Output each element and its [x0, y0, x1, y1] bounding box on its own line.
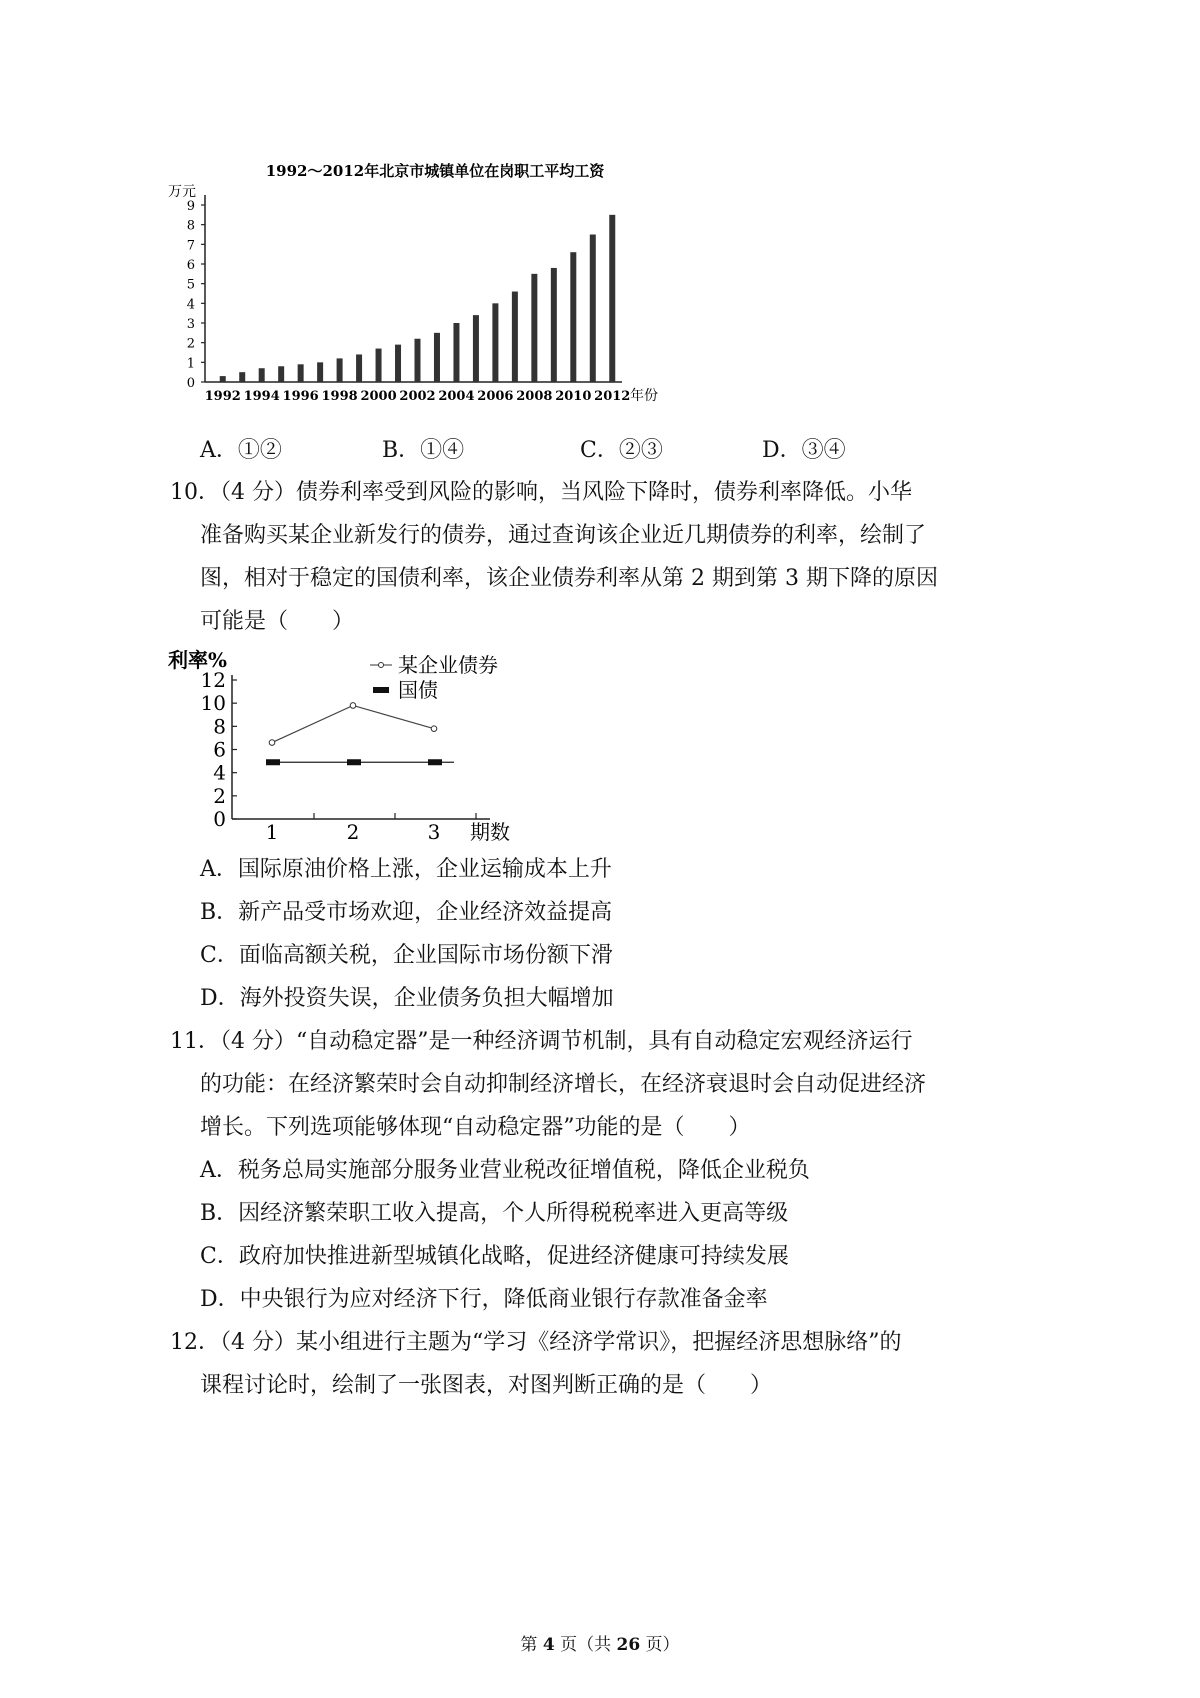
y-tick-label: 0: [186, 376, 195, 391]
q9-option-c[interactable]: C．②③: [580, 438, 663, 463]
x-tick-label: 2002: [399, 389, 436, 404]
bar-2004: [453, 323, 459, 382]
y-tick-label: 8: [213, 714, 226, 739]
q11-line-2: 的功能：在经济繁荣时会自动抑制经济增长，在经济衰退时会自动促进经济: [200, 1072, 927, 1097]
q11-line-1: 11．（4 分）“自动稳定器”是一种经济调节机制，具有自动稳定宏观经济运行: [170, 1029, 913, 1054]
q9-option-d[interactable]: D．③④: [762, 438, 846, 463]
x-tick-label: 2000: [360, 389, 397, 404]
treasury-point: [266, 759, 280, 765]
x-tick-label: 1992: [204, 389, 241, 404]
bar-1992: [220, 376, 226, 382]
legend-marker-corporate: [379, 663, 384, 668]
x-tick-label: 1: [265, 820, 279, 844]
x-tick-label: 2: [346, 820, 360, 844]
y-axis-label: 万元: [168, 184, 196, 200]
bar-1998: [337, 358, 343, 382]
bar-1995: [278, 366, 284, 382]
x-tick-label: 3: [427, 820, 441, 844]
y-tick-label: 10: [200, 691, 226, 716]
legend: [370, 653, 498, 702]
page-total: 26: [616, 1635, 641, 1655]
q10-option-a[interactable]: A．国际原油价格上涨，企业运输成本上升: [200, 857, 612, 882]
treasury-point: [347, 759, 361, 765]
y-tick-label: 6: [213, 737, 226, 762]
y-tick-label: 4: [213, 760, 226, 785]
legend-label-corporate: 某企业债券: [398, 653, 498, 677]
x-tick-label: 2010: [555, 389, 592, 404]
page-footer: 第 4 页（共 26 页）: [520, 1635, 680, 1655]
x-axis-label: 期数: [470, 820, 510, 844]
y-tick-label: 4: [186, 297, 195, 313]
corporate-bond-line: [272, 705, 434, 742]
y-tick-label: 1: [186, 356, 195, 372]
legend-marker-treasury: [373, 687, 389, 693]
bar-2005: [473, 315, 479, 382]
q11-option-c[interactable]: C．政府加快推进新型城镇化战略，促进经济健康可持续发展: [200, 1244, 789, 1269]
q10-option-b[interactable]: B．新产品受市场欢迎，企业经济效益提高: [200, 900, 613, 925]
legend-label-treasury: 国债: [398, 678, 438, 702]
q9-option-b[interactable]: B．①④: [382, 438, 465, 463]
q12-line-2: 课程讨论时，绘制了一张图表，对图判断正确的是（ ）: [200, 1373, 773, 1398]
y-tick-label: 3: [186, 317, 195, 332]
y-tick-label: 5: [186, 277, 195, 293]
q12-line-1: 12．（4 分）某小组进行主题为“学习《经济学常识》，把握经济思想脉络”的: [170, 1330, 902, 1355]
q10-line-4: 可能是（ ）: [200, 609, 355, 634]
bar-2009: [551, 268, 557, 382]
wage-bar-chart: [160, 150, 700, 415]
y-tick-label: 8: [186, 218, 195, 234]
bar-2012: [609, 215, 615, 382]
x-tick-label: 2004: [438, 389, 475, 404]
treasury-point: [428, 759, 442, 765]
x-tick-label: 2012: [594, 389, 631, 404]
bond-rate-chart: [160, 645, 540, 850]
corporate-bond-point: [350, 703, 356, 709]
q10-line-1: 10．（4 分）债券利率受到风险的影响，当风险下降时，债券利率降低。小华: [170, 480, 912, 505]
x-tick-label: 1996: [282, 389, 319, 404]
y-tick-label: 7: [186, 238, 195, 254]
q11-line-3: 增长。下列选项能够体现“自动稳定器”功能的是（ ）: [200, 1115, 751, 1140]
bar-2011: [590, 235, 596, 383]
y-tick-label: 12: [200, 668, 226, 692]
x-tick-label: 1994: [243, 389, 280, 404]
q11-option-b[interactable]: B．因经济繁荣职工收入提高，个人所得税税率进入更高等级: [200, 1201, 789, 1226]
q10-option-d[interactable]: D．海外投资失误，企业债务负担大幅增加: [200, 986, 614, 1011]
y-tick-label: 0: [213, 807, 226, 831]
bar-2002: [415, 339, 421, 382]
bar-2007: [512, 292, 518, 382]
q10-line-3: 图，相对于稳定的国债利率，该企业债券利率从第 2 期到第 3 期下降的原因: [200, 566, 938, 591]
bar-2006: [492, 303, 498, 382]
y-tick-label: 2: [186, 336, 195, 352]
bar-1996: [298, 364, 304, 382]
corporate-bond-point: [431, 726, 437, 732]
y-tick-label: 9: [186, 199, 195, 214]
x-tick-label: 1998: [321, 389, 358, 404]
bar-1993: [239, 372, 245, 382]
y-axis-label: 利率%: [168, 648, 228, 672]
x-axis-label: 年份: [630, 388, 658, 404]
q10-line-2: 准备购买某企业新发行的债券，通过查询该企业近几期债券的利率，绘制了: [200, 523, 927, 548]
bar-2008: [531, 274, 537, 382]
bar-2000: [376, 349, 382, 382]
q11-option-a[interactable]: A．税务总局实施部分服务业营业税改征增值税，降低企业税负: [200, 1158, 810, 1183]
q9-option-a[interactable]: A．①②: [200, 438, 282, 463]
q10-option-c[interactable]: C．面临高额关税，企业国际市场份额下滑: [200, 943, 613, 968]
y-tick-label: 6: [186, 258, 195, 273]
bar-2001: [395, 345, 401, 382]
bar-1997: [317, 362, 323, 382]
bar-2003: [434, 333, 440, 382]
q11-option-d[interactable]: D．中央银行为应对经济下行，降低商业银行存款准备金率: [200, 1287, 768, 1312]
bar-1994: [259, 368, 265, 382]
corporate-bond-point: [269, 740, 275, 746]
bar-1999: [356, 354, 362, 382]
x-tick-label: 2006: [477, 389, 514, 404]
y-tick-label: 2: [213, 783, 226, 808]
x-tick-label: 2008: [516, 389, 553, 404]
page-number: 4: [542, 1635, 555, 1655]
bar-2010: [570, 252, 576, 382]
chart-title: 1992～2012年北京市城镇单位在岗职工平均工资: [265, 162, 605, 180]
